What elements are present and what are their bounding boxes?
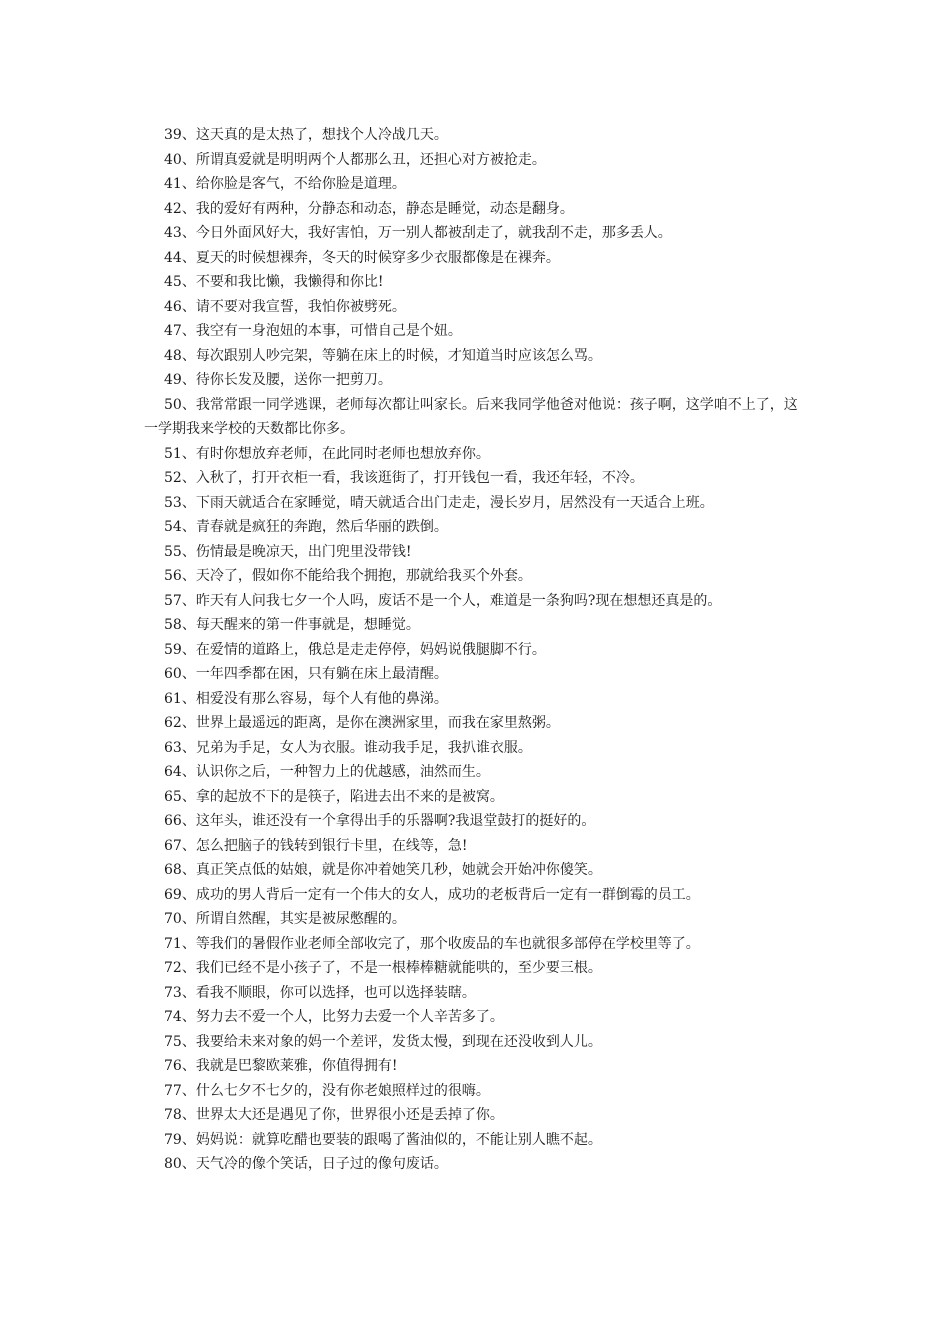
list-item: 53、下雨天就适合在家睡觉，晴天就适合出门走走，漫长岁月，居然没有一天适合上班。 [164,494,714,511]
document-body [144,123,806,1177]
list-item: 61、相爱没有那么容易，每个人有他的鼻涕。 [164,690,448,707]
list-item: 76、我就是巴黎欧莱雅，你值得拥有! [164,1058,398,1074]
list-item: 41、给你脸是客气，不给你脸是道理。 [164,176,406,192]
list-item: 69、成功的男人背后一定有一个伟大的女人，成功的老板背后一定有一群倒霉的员工。 [164,886,700,903]
list-item: 49、待你长发及腰，送你一把剪刀。 [164,372,392,388]
list-item: 75、我要给未来对象的妈一个差评，发货太慢，到现在还没收到人儿。 [164,1033,602,1050]
list-item: 73、看我不顺眼，你可以选择，也可以选择装瞎。 [164,984,476,1001]
list-item: 78、世界太大还是遇见了你，世界很小还是丢掉了你。 [164,1107,504,1123]
list-item: 70、所谓自然醒，其实是被尿憋醒的。 [164,911,406,927]
list-item: 79、妈妈说：就算吃醋也要装的跟喝了酱油似的，不能让别人瞧不起。 [164,1131,602,1148]
list-item: 58、每天醒来的第一件事就是，想睡觉。 [164,617,420,633]
list-item: 55、伤情最是晚凉天，出门兜里没带钱! [164,543,412,560]
list-item: 54、青春就是疯狂的奔跑，然后华丽的跌倒。 [164,519,448,535]
list-item: 43、今日外面风好大，我好害怕，万一别人都被刮走了，就我刮不走，那多丢人。 [164,225,672,241]
list-item: 47、我空有一身泡妞的本事，可惜自己是个妞。 [164,323,462,339]
list-item: 46、请不要对我宣誓，我怕你被劈死。 [164,298,406,315]
list-item: 51、有时你想放弃老师，在此同时老师也想放弃你。 [164,445,490,462]
list-item: 45、不要和我比懒，我懒得和你比! [164,274,384,290]
list-item: 40、所谓真爱就是明明两个人都那么丑，还担心对方被抢走。 [164,151,546,168]
list-item: 67、怎么把脑子的钱转到银行卡里，在线等，急! [164,837,468,854]
list-item: 65、拿的起放不下的是筷子，陷进去出不来的是被窝。 [164,788,504,805]
list-item: 74、努力去不爱一个人，比努力去爱一个人辛苦多了。 [164,1009,504,1025]
list-item: 77、什么七夕不七夕的，没有你老娘照样过的很嗨。 [164,1082,490,1099]
list-item: 59、在爱情的道路上，俄总是走走停停，妈妈说俄腿脚不行。 [164,641,546,658]
list-item: 80、天气冷的像个笑话，日子过的像句废话。 [164,1156,448,1172]
list-item: 72、我们已经不是小孩子了，不是一根棒棒糖就能哄的，至少要三根。 [164,960,602,976]
list-item: 62、世界上最遥远的距离，是你在澳洲家里，而我在家里熬粥。 [164,715,560,731]
list-item: 60、一年四季都在困，只有躺在床上最清醒。 [164,666,448,682]
list-item: 50、我常常跟一同学逃课，老师每次都让叫家长。后来我同学他爸对他说：孩子啊，这学咱不上了，这一学期我来学校的天数都比你多。 [144,396,798,437]
list-item: 39、这天真的是太热了，想找个人冷战几天。 [164,127,448,143]
list-item: 44、夏天的时候想裸奔，冬天的时候穿多少衣服都像是在裸奔。 [164,249,560,266]
list-item: 68、真正笑点低的姑娘，就是你冲着她笑几秒，她就会开始冲你傻笑。 [164,862,602,878]
list-item: 66、这年头，谁还没有一个拿得出手的乐器啊?我退堂鼓打的挺好的。 [164,813,596,829]
list-item: 64、认识你之后，一种智力上的优越感，油然而生。 [164,764,490,780]
list-item: 56、天冷了，假如你不能给我个拥抱，那就给我买个外套。 [164,568,532,584]
list-item: 48、每次跟别人吵完架，等躺在床上的时候，才知道当时应该怎么骂。 [164,347,602,364]
list-item: 63、兄弟为手足，女人为衣服。谁动我手足，我扒谁衣服。 [164,739,532,756]
list-item: 42、我的爱好有两种，分静态和动态，静态是睡觉，动态是翻身。 [164,200,574,217]
list-item: 71、等我们的暑假作业老师全部收完了，那个收废品的车也就很多部停在学校里等了。 [164,935,700,952]
list-item: 52、入秋了，打开衣柜一看，我该逛街了，打开钱包一看，我还年轻，不冷。 [164,470,644,486]
list-item: 57、昨天有人问我七夕一个人吗，废话不是一个人，难道是一条狗吗?现在想想还真是的。 [164,592,722,609]
